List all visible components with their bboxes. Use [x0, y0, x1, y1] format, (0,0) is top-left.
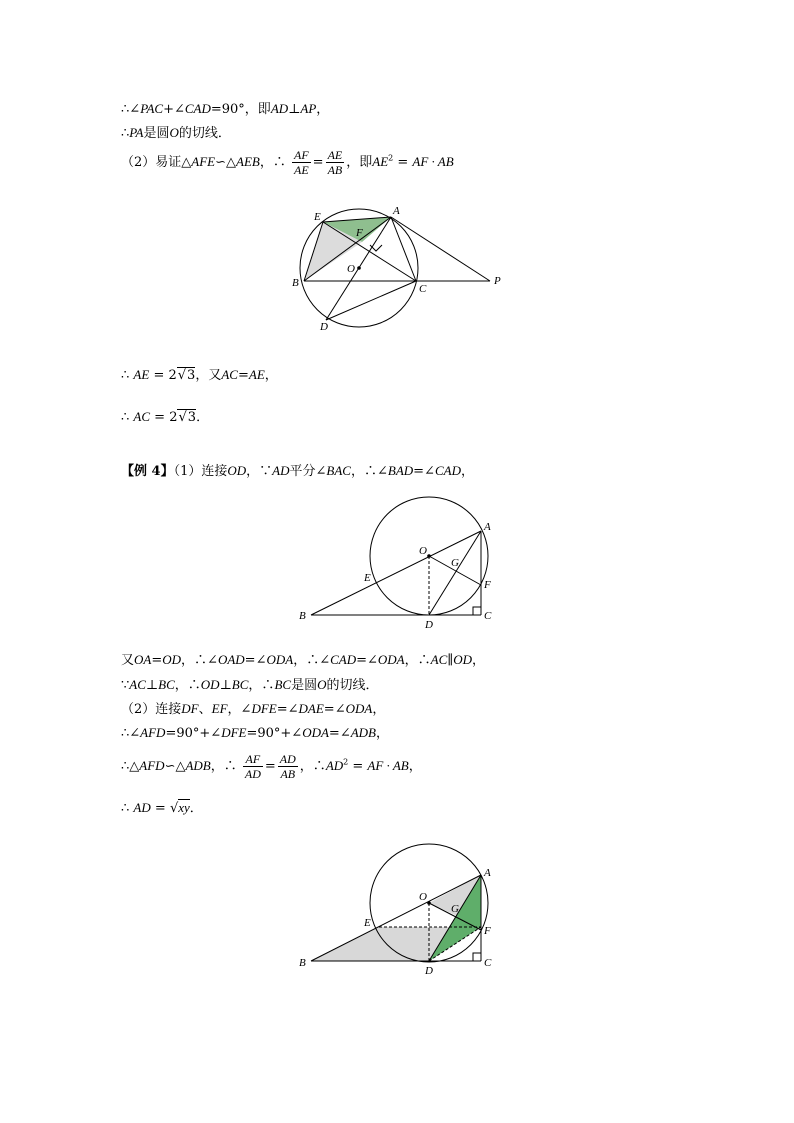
proof-line-7: 又OA=OD，∴∠OAD=∠ODA，∴∠CAD=∠ODA，∴AC∥OD，: [121, 652, 486, 668]
label-b: B: [299, 957, 306, 969]
proof-line-9: （2）连接DF、EF，∠DFE=∠DAE=∠ODA，: [121, 701, 386, 717]
proof-line-1: ∴∠PAC+∠CAD=90°，即AD⊥AP，: [121, 101, 330, 117]
label-d: D: [425, 619, 433, 631]
label-a: A: [484, 521, 491, 533]
label-o: O: [347, 263, 355, 275]
figure-example-4-part-1: [295, 515, 500, 635]
fraction-ad-ab: $\frac{AD}{AB}$: [279, 752, 296, 781]
label-e: E: [314, 211, 321, 223]
label-a: A: [484, 867, 491, 879]
label-b: B: [292, 277, 299, 289]
label-c: C: [419, 283, 427, 295]
proof-line-3: （2）易证△AFE∽△AEB，∴ $\frac{AF}{AE}$ = $\frac{AE}{AB}$ ，即$AE^2$ = AF · AB: [121, 148, 454, 177]
proof-line-8: ∵AC⊥BC，∴OD⊥BC，∴BC是圆O的切线．: [121, 677, 379, 693]
label-d: D: [320, 321, 328, 333]
label-o: O: [419, 891, 427, 903]
label-d: D: [425, 965, 433, 977]
proof-line-11: ∴△AFD∽△ADB，∴ $\frac{AF}{AD}$ = $\frac{AD}{AB}$ ，$\therefore AD^2$ = AF · AB，: [121, 752, 422, 781]
label-g: G: [451, 903, 459, 915]
fraction-af-ae: $\frac{AF}{AE}$: [293, 148, 309, 177]
figure-circle-tangent-p: [285, 200, 510, 335]
proof-line-10: ∴∠AFD=90°+∠DFE=90°+∠ODA=∠ADB，: [121, 725, 390, 741]
label-f: F: [484, 925, 491, 937]
label-f: F: [356, 227, 363, 239]
label-f: F: [484, 579, 491, 591]
proof-line-5: ∴ AC = 2√3．: [121, 409, 210, 425]
label-p: P: [494, 275, 501, 287]
label-e: E: [364, 572, 371, 584]
figure-example-4-part-2: [295, 840, 500, 975]
label-c: C: [484, 957, 492, 969]
example-4-heading: 【例 4】（1）连接OD，∵AD平分∠BAC，∴∠BAD=∠CAD，: [121, 463, 474, 479]
label-b: B: [299, 610, 306, 622]
fraction-af-ad: $\frac{AF}{AD}$: [244, 752, 261, 781]
proof-line-2: ∴PA是圆O的切线．: [121, 125, 231, 141]
label-o: O: [419, 545, 427, 557]
label-g: G: [451, 557, 459, 569]
label-c: C: [484, 610, 492, 622]
label-a: A: [393, 205, 400, 217]
proof-line-4: ∴ AE = 2√3，又AC=AE，: [121, 367, 278, 383]
proof-line-12: ∴ AD = √xy．: [121, 800, 203, 816]
fraction-ae-ab: $\frac{AE}{AB}$: [327, 148, 343, 177]
label-e: E: [364, 917, 371, 929]
